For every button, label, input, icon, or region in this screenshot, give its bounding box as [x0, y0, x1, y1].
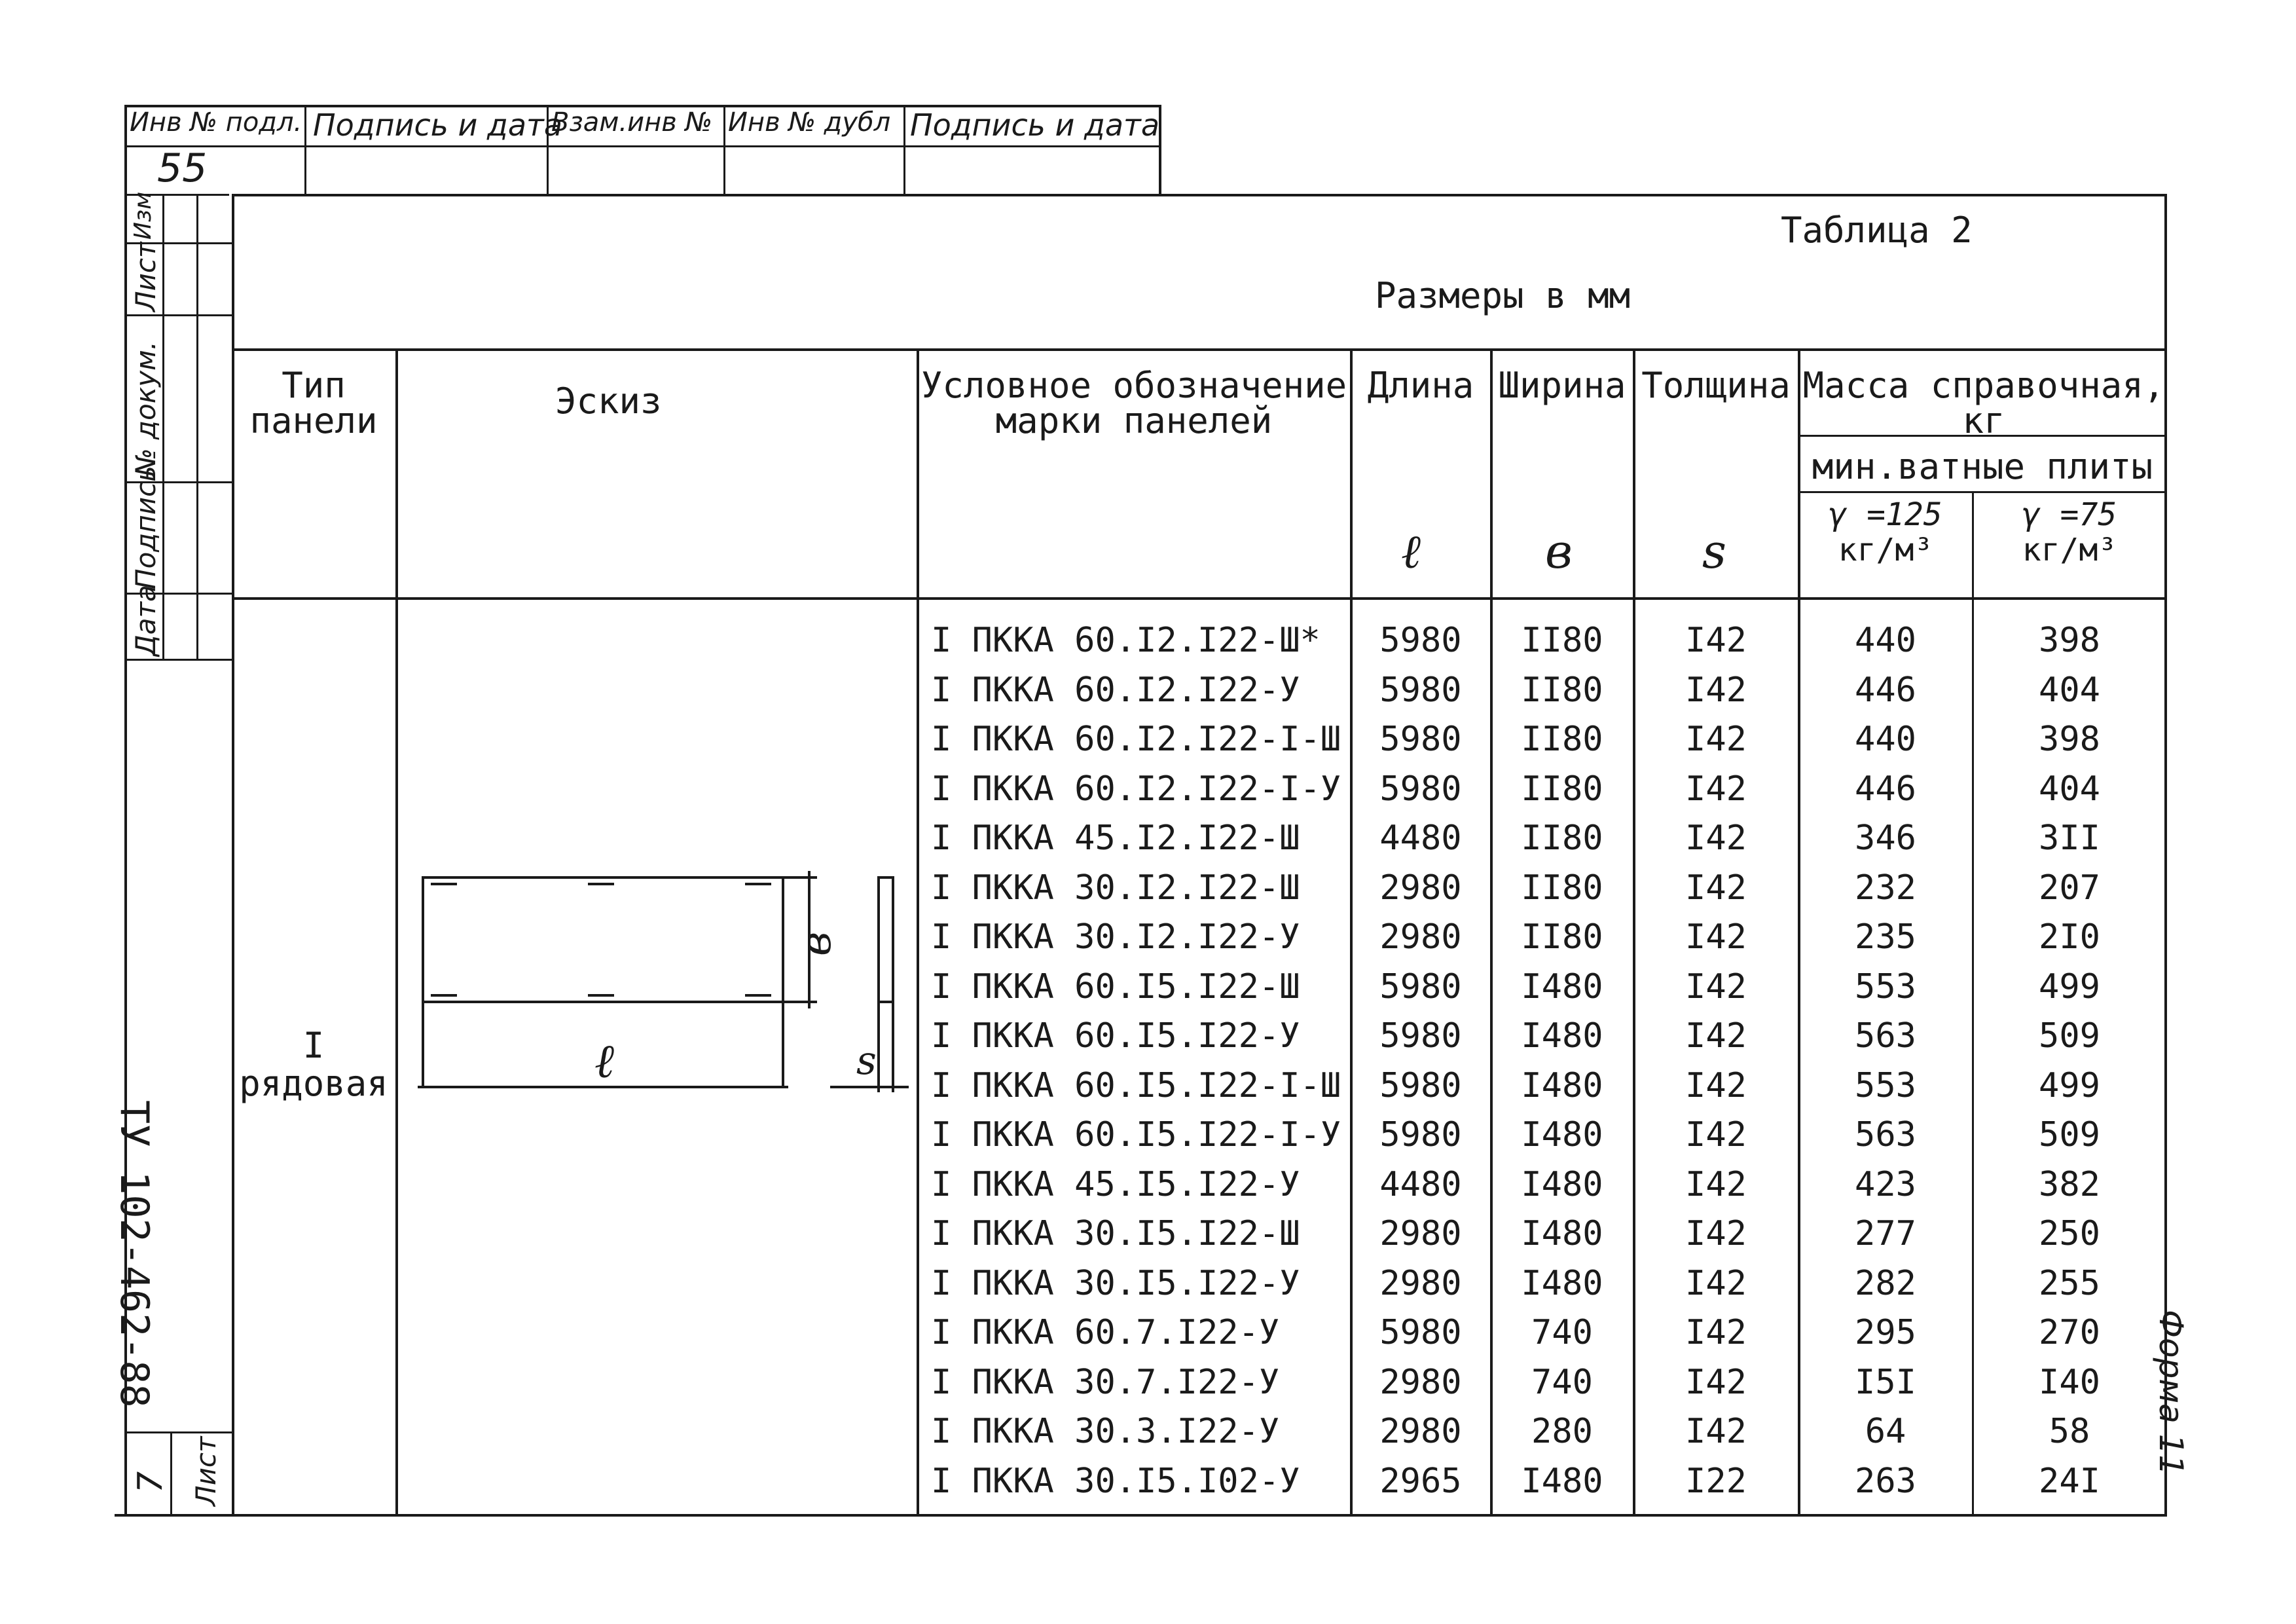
stamp-inv-value: 55 [157, 145, 208, 191]
cell-b: 280 [1531, 1412, 1593, 1451]
cell-b: II80 [1521, 868, 1603, 908]
header-mass: Масса справочная, кг [1802, 365, 2165, 441]
cell-s: I42 [1685, 720, 1747, 759]
cell-m1: 282 [1855, 1264, 1916, 1303]
cell-b: II80 [1521, 917, 1603, 957]
side-sheet-label: Лист [190, 1436, 222, 1506]
cell-l: 4480 [1379, 1165, 1462, 1204]
cell-m2: 499 [2039, 967, 2100, 1006]
side-label-dokum: № докум. [130, 341, 162, 477]
cell-m2: 404 [2039, 671, 2100, 710]
cell-m2: 250 [2039, 1214, 2100, 1253]
cell-l: 5980 [1379, 769, 1462, 809]
cell-m2: 499 [2039, 1066, 2100, 1105]
header-gamma-125: γ =125 кг/м³ [1829, 496, 1942, 568]
header-sym-width: в [1545, 524, 1573, 579]
panel-sketch [398, 851, 915, 1113]
cell-mark: I ПККА 60.I2.I22-У [931, 671, 1300, 710]
cell-s: I22 [1685, 1462, 1747, 1501]
stamp-vzam-label: Взам.инв № [551, 107, 713, 138]
sketch-panel-section [879, 877, 893, 1002]
cell-l: 5980 [1379, 967, 1462, 1006]
cell-l: 2965 [1379, 1462, 1462, 1501]
cell-m1: 346 [1855, 819, 1916, 858]
cell-b: I480 [1521, 1165, 1603, 1204]
cell-s: I42 [1685, 1313, 1747, 1352]
cell-m1: 235 [1855, 917, 1916, 957]
side-label-list: Лист [130, 242, 162, 312]
cell-m1: 440 [1855, 621, 1916, 660]
header-sym-length: ℓ [1401, 524, 1421, 579]
cell-s: I42 [1685, 1165, 1747, 1204]
side-label-podpis: Подпись [130, 466, 162, 589]
cell-b: 740 [1531, 1363, 1593, 1402]
cell-m1: 232 [1855, 868, 1916, 908]
header-mass-sub: мин.ватные плиты [1812, 446, 2153, 487]
cell-l: 5980 [1379, 1115, 1462, 1154]
sketch-panel-plan [423, 877, 783, 1002]
sketch-label-width: в [792, 931, 841, 956]
cell-mark: I ПККА 60.I2.I22-I-У [931, 769, 1341, 809]
cell-l: 4480 [1379, 819, 1462, 858]
cell-s: I42 [1685, 967, 1747, 1006]
cell-m1: 277 [1855, 1214, 1916, 1253]
cell-s: I42 [1685, 769, 1747, 809]
cell-m2: 207 [2039, 868, 2100, 908]
stamp-inv-podl-label: Инв № подл. [130, 107, 302, 138]
cell-b: II80 [1521, 671, 1603, 710]
cell-mark: I ПККА 30.I2.I22-Ш [931, 868, 1300, 908]
cell-m1: 263 [1855, 1462, 1916, 1501]
cell-mark: I ПККА 60.I5.I22-I-Ш [931, 1066, 1341, 1105]
cell-l: 2980 [1379, 1264, 1462, 1303]
side-doc-code: ТУ 102-462-88 [111, 1100, 157, 1408]
stamp-podpis-label-2: Подпись и дата [910, 107, 1160, 143]
cell-m2: 3II [2039, 819, 2100, 858]
cell-mark: I ПККА 60.7.I22-У [931, 1313, 1280, 1352]
cell-s: I42 [1685, 1066, 1747, 1105]
cell-b: I480 [1521, 1066, 1603, 1105]
header-sketch: Эскиз [555, 380, 662, 422]
cell-s: I42 [1685, 621, 1747, 660]
units-note: Размеры в мм [1375, 275, 1631, 316]
cell-s: I42 [1685, 671, 1747, 710]
stamp-inv-dubl-label: Инв № дубл [728, 107, 891, 138]
cell-l: 5980 [1379, 1016, 1462, 1056]
header-gamma-75: γ =75 кг/м³ [2022, 496, 2117, 568]
stamp-podpis-label-1: Подпись и дата [313, 107, 563, 143]
cell-m1: 563 [1855, 1016, 1916, 1056]
cell-m1: 440 [1855, 720, 1916, 759]
cell-m1: I5I [1855, 1363, 1916, 1402]
cell-s: I42 [1685, 917, 1747, 957]
cell-m1: 64 [1865, 1412, 1906, 1451]
cell-b: I480 [1521, 1214, 1603, 1253]
cell-mark: I ПККА 45.I2.I22-Ш [931, 819, 1300, 858]
cell-mark: I ПККА 30.I2.I22-У [931, 917, 1300, 957]
cell-l: 5980 [1379, 1066, 1462, 1105]
header-width: Ширина [1498, 365, 1626, 406]
cell-m2: 24I [2039, 1462, 2100, 1501]
cell-b: II80 [1521, 769, 1603, 809]
cell-m1: 423 [1855, 1165, 1916, 1204]
cell-m2: 58 [2049, 1412, 2090, 1451]
cell-m1: 563 [1855, 1115, 1916, 1154]
cell-m2: 382 [2039, 1165, 2100, 1204]
cell-mark: I ПККА 45.I5.I22-У [931, 1165, 1300, 1204]
cell-s: I42 [1685, 868, 1747, 908]
cell-m1: 553 [1855, 1066, 1916, 1105]
cell-mark: I ПККА 60.I5.I22-I-У [931, 1115, 1341, 1154]
cell-m2: 404 [2039, 769, 2100, 809]
cell-b: I480 [1521, 1264, 1603, 1303]
cell-s: I42 [1685, 1264, 1747, 1303]
cell-b: II80 [1521, 621, 1603, 660]
cell-m2: 509 [2039, 1115, 2100, 1154]
cell-m2: 398 [2039, 621, 2100, 660]
cell-mark: I ПККА 30.3.I22-У [931, 1412, 1280, 1451]
cell-m2: 398 [2039, 720, 2100, 759]
header-sym-thickness: s [1702, 524, 1726, 579]
cell-l: 2980 [1379, 1412, 1462, 1451]
cell-b: II80 [1521, 720, 1603, 759]
cell-mark: I ПККА 30.I5.I22-У [931, 1264, 1300, 1303]
side-sheet-number: 7 [131, 1471, 170, 1493]
cell-m2: 2I0 [2039, 917, 2100, 957]
cell-l: 2980 [1379, 868, 1462, 908]
cell-mark: I ПККА 60.I5.I22-Ш [931, 967, 1300, 1006]
cell-b: I480 [1521, 967, 1603, 1006]
cell-b: I480 [1521, 1016, 1603, 1056]
form-note: Форма 11 [2152, 1310, 2190, 1476]
cell-l: 5980 [1379, 671, 1462, 710]
cell-s: I42 [1685, 1214, 1747, 1253]
side-label-data: Дата [130, 585, 162, 656]
cell-m2: 255 [2039, 1264, 2100, 1303]
cell-b: I480 [1521, 1462, 1603, 1501]
cell-mark: I ПККА 30.I5.I22-Ш [931, 1214, 1300, 1253]
header-mark: Условное обозначение марки панелей [920, 365, 1347, 441]
panel-type: I рядовая [239, 1025, 388, 1104]
cell-m1: 553 [1855, 967, 1916, 1006]
cell-b: 740 [1531, 1313, 1593, 1352]
cell-m2: 270 [2039, 1313, 2100, 1352]
cell-l: 2980 [1379, 917, 1462, 957]
cell-s: I42 [1685, 1412, 1747, 1451]
cell-l: 5980 [1379, 621, 1462, 660]
table-number: Таблица 2 [1781, 210, 1973, 251]
cell-l: 5980 [1379, 720, 1462, 759]
header-length: Длина [1367, 365, 1474, 406]
header-type: Тип панели [249, 365, 378, 441]
cell-m1: 446 [1855, 769, 1916, 809]
cell-m2: 509 [2039, 1016, 2100, 1056]
cell-l: 5980 [1379, 1313, 1462, 1352]
cell-b: I480 [1521, 1115, 1603, 1154]
cell-s: I42 [1685, 1016, 1747, 1056]
cell-s: I42 [1685, 819, 1747, 858]
cell-s: I42 [1685, 1363, 1747, 1402]
cell-mark: I ПККА 60.I2.I22-I-Ш [931, 720, 1341, 759]
cell-mark: I ПККА 60.I2.I22-Ш* [931, 621, 1321, 660]
cell-mark: I ПККА 30.I5.I02-У [931, 1462, 1300, 1501]
cell-mark: I ПККА 30.7.I22-У [931, 1363, 1280, 1402]
cell-s: I42 [1685, 1115, 1747, 1154]
cell-b: II80 [1521, 819, 1603, 858]
sketch-label-thickness: s [856, 1038, 877, 1084]
cell-m1: 446 [1855, 671, 1916, 710]
header-thickness: Толщина [1641, 365, 1791, 406]
cell-mark: I ПККА 60.I5.I22-У [931, 1016, 1300, 1056]
cell-l: 2980 [1379, 1363, 1462, 1402]
cell-m2: I40 [2039, 1363, 2100, 1402]
sketch-label-length: ℓ [594, 1033, 614, 1088]
cell-m1: 295 [1855, 1313, 1916, 1352]
cell-l: 2980 [1379, 1214, 1462, 1253]
side-label-izm: Изм [130, 191, 156, 240]
